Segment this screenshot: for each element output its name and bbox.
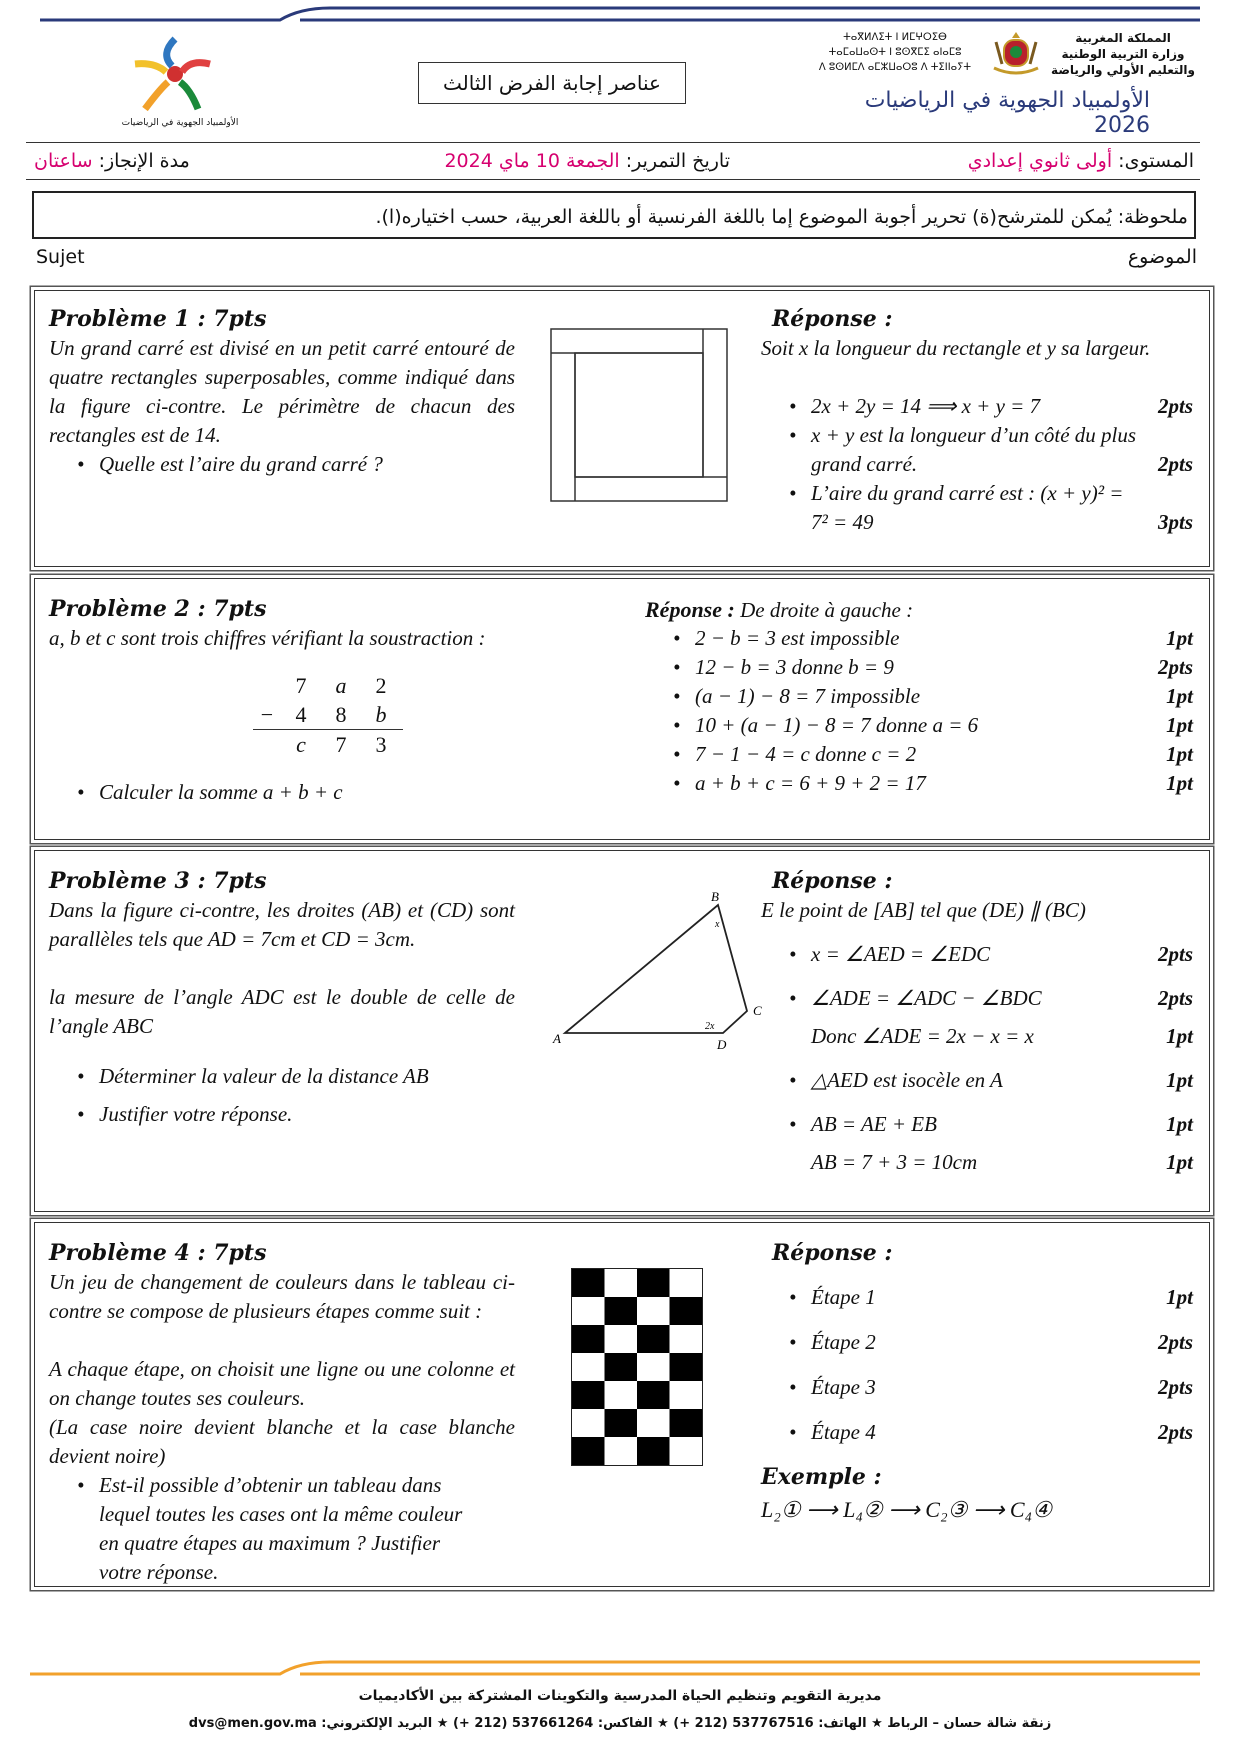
p2-answer-header bbox=[645, 595, 1205, 625]
p1-answer-item: • x + y est la longueur d’un côté du plus grand carré. 2pts bbox=[761, 421, 1193, 479]
p4-text2: A chaque étape, on choisit une ligne ou une colonne et on change toutes ses couleurs. bbox=[49, 1357, 515, 1410]
p3-text2: la mesure de l’angle ADC est le double de celle de l’angle ABC bbox=[49, 985, 515, 1038]
p3-answer-item: • ∠ADE = ∠ADC − ∠BDC 2pts bbox=[761, 979, 1193, 1017]
p3-question: • Déterminer la valeur de la distance AB bbox=[49, 1057, 515, 1095]
ministry-line: والتعليم الأولي والرياضة bbox=[1051, 63, 1195, 77]
p2-title: Problème 2 : 7pts bbox=[49, 596, 267, 622]
p2-subtraction bbox=[253, 671, 403, 759]
p3-answer-title: Réponse : bbox=[772, 868, 893, 894]
sub-digit: 8 bbox=[335, 702, 347, 727]
p4-answer-item: • Étape 3 2pts bbox=[761, 1365, 1193, 1410]
p4-answer-item: • Étape 2 2pts bbox=[761, 1320, 1193, 1365]
tifinagh-line: ⵜⴰⴳⵍⴷⵉⵜ ⵏ ⵍⵎⵖⵔⵉⴱ bbox=[843, 32, 947, 43]
problem-2-box bbox=[34, 578, 1210, 840]
p4-question: • Est-il possible d’obtenir un tableau dans lequel toutes les cases ont la même couleur en quatre étapes au maximum ? Justifier votre réponse. bbox=[49, 1471, 469, 1587]
p1-answer-title: Réponse : bbox=[772, 306, 893, 332]
p4-text: Un jeu de changement de couleurs dans le tableau ci-contre se compose de plusieurs étapes comme suit : bbox=[49, 1270, 515, 1323]
duration-value: ساعتان bbox=[34, 150, 93, 172]
logo-caption: الأولمبياد الجهوية في الرياضيات bbox=[121, 118, 239, 128]
grid-cell-black bbox=[605, 1297, 638, 1325]
grid-cell-black bbox=[572, 1437, 605, 1465]
p3-answer-item: • AB = AE + EB 1pt bbox=[761, 1105, 1193, 1143]
p2-answer-item: • 2 − b = 3 est impossible 1pt bbox=[645, 624, 1193, 653]
p2-question: • Calculer la somme a + b + c bbox=[49, 778, 549, 807]
grid-cell-black bbox=[637, 1381, 670, 1409]
footer-line-2: زنقة شالة حسان – الرباط ★ الهاتف: 537767516 (212 +) ★ الفاكس: 537661264 (212 +) ★ البريد الإلكتروني: dvs@men.gov.ma bbox=[188, 1716, 1052, 1731]
sub-digit: 7 bbox=[335, 732, 347, 757]
tifinagh-line: ⴷ ⵓⵙⵍⵎⴷ ⴰⵎⵣⵡⴰⵔⵓ ⴷ ⵜⵉⵏⵏⴰⵢⵜ bbox=[818, 62, 972, 73]
duration-field bbox=[34, 143, 190, 179]
level-value: أولى ثانوي إعدادي bbox=[967, 150, 1113, 172]
p2-answer-item: • 7 − 1 − 4 = c donne c = 2 1pt bbox=[645, 740, 1193, 769]
date-value: الجمعة 10 ماي 2024 bbox=[444, 150, 620, 172]
sujet-ar: الموضوع bbox=[1127, 246, 1197, 268]
p4-example-title: Exemple : bbox=[761, 1464, 882, 1490]
sub-digit: b bbox=[375, 702, 387, 727]
level-field bbox=[968, 143, 1194, 179]
sub-digit: 7 bbox=[295, 673, 307, 698]
sub-digit: c bbox=[296, 732, 306, 757]
p2-answer-item: • 12 − b = 3 donne b = 9 2pts bbox=[645, 653, 1193, 682]
angle-2x-label: 2x bbox=[705, 1021, 715, 1032]
grid-cell-black bbox=[637, 1269, 670, 1297]
p3-figure bbox=[525, 891, 775, 1061]
p1-answer-item: • L’aire du grand carré est : (x + y)² = 7² = 49 3pts bbox=[761, 479, 1193, 537]
grid-cell-black bbox=[637, 1437, 670, 1465]
p4-answer-item: • Étape 1 1pt bbox=[761, 1275, 1193, 1320]
angle-x-label: x bbox=[715, 919, 720, 930]
header-decoration bbox=[0, 0, 1241, 30]
ministry-line: وزارة التربية الوطنية bbox=[1061, 47, 1185, 61]
p4-grid bbox=[571, 1268, 703, 1466]
note-box: ملحوظة: يُمكن للمترشح(ة) تحرير أجوبة الموضوع إما باللغة الفرنسية أو باللغة العربية، حسب اختياره(ا). bbox=[32, 191, 1196, 239]
p4-answer-item: • Étape 4 2pts bbox=[761, 1410, 1193, 1455]
label-A: A bbox=[553, 1031, 561, 1046]
grid-cell-black bbox=[605, 1409, 638, 1437]
p1-text: Un grand carré est divisé en un petit carré entouré de quatre rectangles superposables, comme indiqué dans la figure ci-contre. Le périmètre de chacun des rectangles est de 14. bbox=[49, 336, 515, 447]
p1-answer-intro: Soit x la longueur du rectangle et y sa largeur. bbox=[761, 336, 1151, 360]
sub-operator: − bbox=[260, 702, 274, 727]
tifinagh-block bbox=[810, 30, 980, 75]
level-label: المستوى: bbox=[1118, 150, 1194, 172]
info-bar bbox=[26, 142, 1200, 180]
ministry-block bbox=[1048, 30, 1198, 78]
p3-answer-item: • AB = 7 + 3 = 10cm 1pt bbox=[761, 1143, 1193, 1181]
p2-answer-title: Réponse : bbox=[645, 597, 735, 622]
label-C: C bbox=[753, 1003, 762, 1018]
olympiad-title: الأولمبياد الجهوية في الرياضيات 2026 bbox=[864, 88, 1150, 138]
grid-cell-black bbox=[670, 1297, 703, 1325]
grid-cell-black bbox=[572, 1269, 605, 1297]
grid-cell-black bbox=[572, 1325, 605, 1353]
p4-example: L₂① ⟶ L₄② ⟶ C₂③ ⟶ C₄④ bbox=[761, 1497, 1052, 1522]
ministry-line: المملكة المغربية bbox=[1075, 31, 1171, 45]
p3-title: Problème 3 : 7pts bbox=[49, 868, 267, 894]
p3-answer-item: • Donc ∠ADE = 2x − x = x 1pt bbox=[761, 1017, 1193, 1055]
p2-answer-item: • 10 + (a − 1) − 8 = 7 donne a = 6 1pt bbox=[645, 711, 1193, 740]
tifinagh-line: ⵜⴰⵎⴰⵡⴰⵙⵜ ⵏ ⵓⵙⴳⵎⵉ ⴰⵏⴰⵎⵓ bbox=[828, 47, 962, 58]
p2-answer-item: • (a − 1) − 8 = 7 impossible 1pt bbox=[645, 682, 1193, 711]
p3-answer-item: • x = ∠AED = ∠EDC 2pts bbox=[761, 935, 1193, 973]
p1-figure bbox=[549, 327, 729, 503]
p1-answer-item: • 2x + 2y = 14 ⟹ x + y = 7 2pts bbox=[761, 392, 1193, 421]
grid-cell-black bbox=[670, 1353, 703, 1381]
label-D: D bbox=[717, 1037, 727, 1052]
date-label: تاريخ التمرير: bbox=[625, 150, 730, 172]
p2-text: a, b et c sont trois chiffres vérifiant la soustraction : bbox=[49, 626, 486, 650]
sub-digit: 2 bbox=[375, 673, 387, 698]
problem-1-box bbox=[34, 290, 1210, 567]
p2-answer-item: • a + b + c = 6 + 9 + 2 = 17 1pt bbox=[645, 769, 1193, 798]
p4-text3: (La case noire devient blanche et la case blanche devient noire) bbox=[49, 1415, 515, 1468]
p3-answer-item: • △AED est isocèle en A 1pt bbox=[761, 1061, 1193, 1099]
problem-4-box bbox=[34, 1222, 1210, 1587]
problem-3-box bbox=[34, 850, 1210, 1212]
olympiad-logo bbox=[120, 34, 240, 134]
p2-answer-intro: De droite à gauche : bbox=[740, 598, 914, 622]
p4-title: Problème 4 : 7pts bbox=[49, 1240, 267, 1266]
p3-text1: Dans la figure ci-contre, les droites (AB) et (CD) sont parallèles tels que AD = 7cm et CD = 3cm. bbox=[49, 898, 515, 951]
p4-answer-title: Réponse : bbox=[772, 1240, 893, 1266]
footer-line-1: مديرية التقويم وتنظيم الحياة المدرسية والتكوينات المشتركة بين الأكاديميات bbox=[358, 1688, 882, 1704]
p1-question: • Quelle est l’aire du grand carré ? bbox=[49, 450, 515, 479]
grid-cell-black bbox=[605, 1353, 638, 1381]
sujet-fr: Sujet bbox=[36, 246, 85, 268]
grid-cell-black bbox=[572, 1381, 605, 1409]
duration-label: مدة الإنجاز: bbox=[98, 150, 190, 172]
kingdom-emblem bbox=[990, 28, 1042, 78]
sub-digit: 4 bbox=[295, 702, 307, 727]
footer-decoration bbox=[0, 1660, 1241, 1690]
p3-answer-intro: E le point de [AB] tel que (DE) ∥ (BC) bbox=[761, 898, 1086, 922]
grid-cell-black bbox=[670, 1409, 703, 1437]
label-B: B bbox=[711, 891, 719, 904]
p3-justify: • Justifier votre réponse. bbox=[49, 1095, 515, 1133]
grid-cell-black bbox=[637, 1325, 670, 1353]
sub-digit: a bbox=[335, 673, 347, 698]
p1-title: Problème 1 : 7pts bbox=[49, 306, 267, 332]
sub-digit: 3 bbox=[375, 732, 387, 757]
answer-key-title: عناصر إجابة الفرض الثالث bbox=[418, 62, 686, 104]
date-field bbox=[444, 143, 730, 179]
